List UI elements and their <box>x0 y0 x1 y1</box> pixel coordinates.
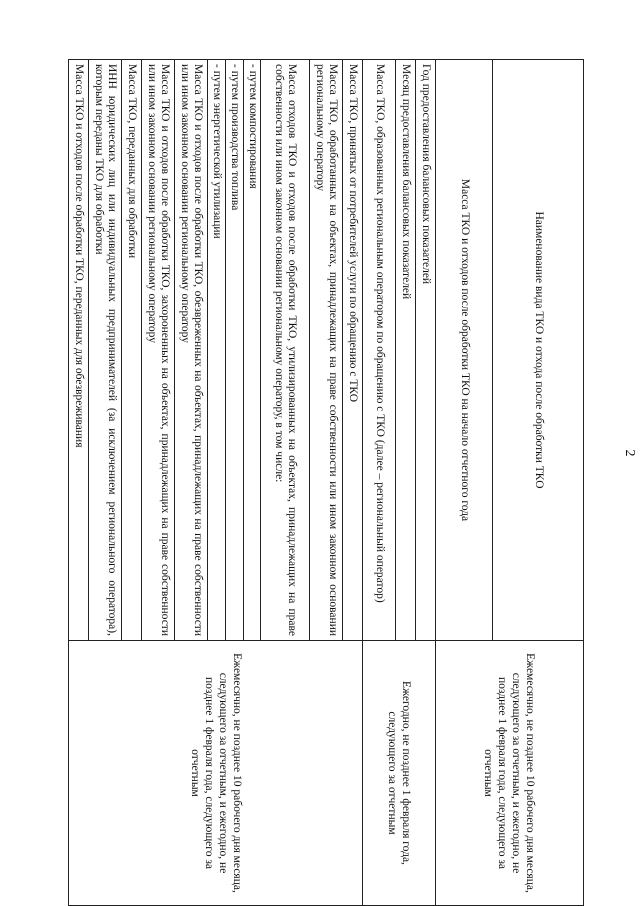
row-label: Масса ТКО, образованных региональным оператором по обращению с ТКО (далее – региональный оператор) <box>363 60 396 641</box>
table-row <box>343 60 363 906</box>
row-label: Масса ТКО и отходов после обработки ТКО, переданных для обезвреживания <box>69 60 89 641</box>
frequency-cell: Ежемесячно, не позднее 10 рабочего дня месяца, следующего за отчетным, и ежегодно, не позднее 1 февраля года, следующего за отчетным <box>435 641 583 906</box>
row-label: Год предоставления балансовых показателей <box>416 60 436 641</box>
row-label: Масса ТКО и отходов после обработки ТКО, захороненных на объектах, принадлежащих на праве собственности или ином законном основании региональному оператору <box>142 60 175 641</box>
row-label: Масса ТКО, переданных для обработки <box>122 60 142 641</box>
balance-indicators-table <box>68 59 584 906</box>
row-label: Месяц предоставления балансовых показателей <box>396 60 416 641</box>
row-label: Масса отходов ТКО и отходов после обработки ТКО, утилизированных на объектах, принадлежащих на праве собственности или ином законном основании региональному оператору, в том числе: <box>261 60 310 641</box>
row-label: - путем компостирования <box>243 60 261 641</box>
row-label: Масса ТКО и отходов после обработки ТКО на начало отчетного года <box>435 60 492 641</box>
row-label: ИНН юридических лиц или индивидуальных предпринимателей (за исключением регионального оператора), которым переданы ТКО для обработки <box>89 60 122 641</box>
row-label: Масса ТКО, обработанных на объектах, принадлежащих на праве собственности или ином законном основании региональному оператору <box>309 60 342 641</box>
row-label: Масса ТКО и отходов после обработки ТКО, обезвреженных на объектах, принадлежащих на праве собственности или ином законном основании региональному оператору <box>175 60 208 641</box>
row-label: - путем производства топлива <box>226 60 244 641</box>
rotated-table-container <box>68 59 584 893</box>
table-row <box>493 60 584 906</box>
row-label: - путем энергетической утилизации <box>208 60 226 641</box>
frequency-cell: Ежемесячно, не позднее 10 рабочего дня месяца, следующего за отчетным, и ежегодно, не позднее 1 февраля года, следующего за отчетным <box>69 641 363 906</box>
row-label: Наименование вида ТКО и отхода после обработки ТКО <box>493 60 584 641</box>
table-row <box>416 60 436 906</box>
frequency-cell: Ежегодно, не позднее 1 февраля года, следующего за отчетным <box>363 641 436 906</box>
page-number: 2 <box>622 449 637 457</box>
row-label: Масса ТКО, принятых от потребителей услуги по обращению с ТКО <box>343 60 363 641</box>
